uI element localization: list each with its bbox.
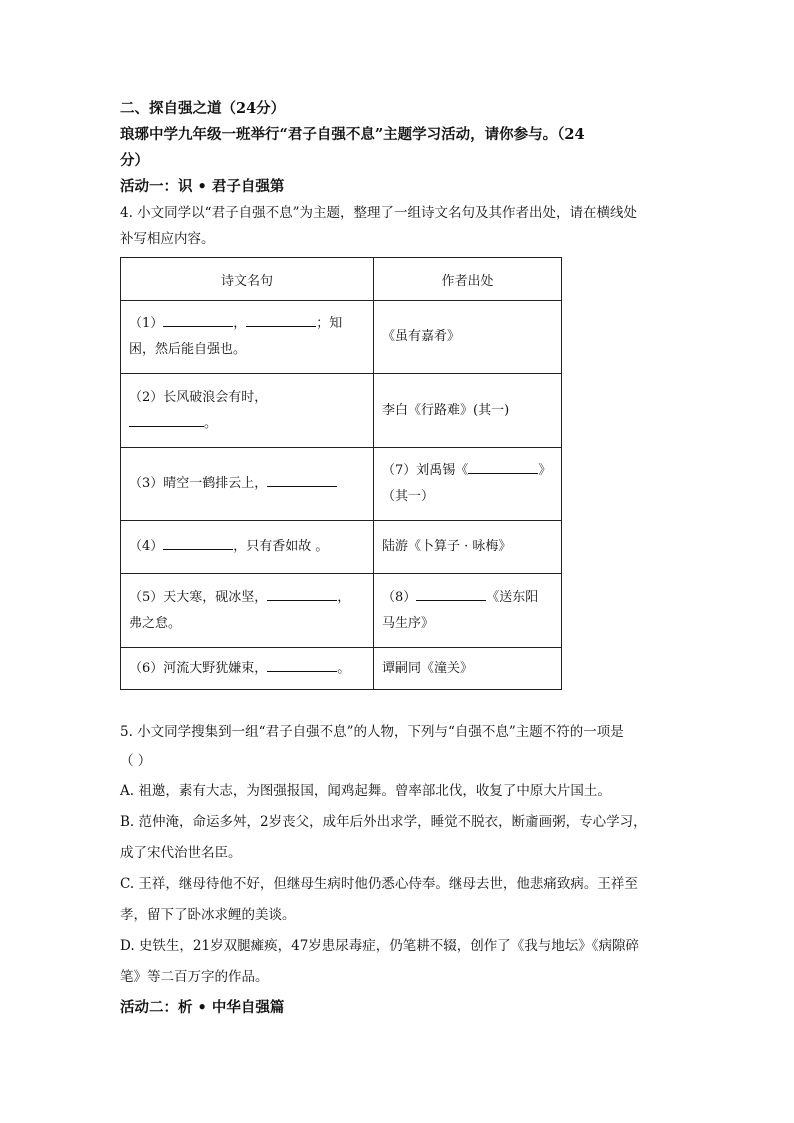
- question-5: [120, 718, 680, 993]
- option-b-line-1[interactable]: B. 范仲淹，命运多舛，2岁丧父，成年后外出求学，睡觉不脱衣，断齑画粥，专心学习，: [120, 814, 647, 830]
- answer-blank[interactable]: [267, 657, 337, 672]
- question-4-line-1: 4. 小文同学以“君子自强不息”为主题，整理了一组诗文名句及其作者出处，请在横线处: [120, 205, 637, 221]
- question-4-line-2: 补写相应内容。: [120, 231, 215, 247]
- header-quote: 诗文名句: [121, 258, 374, 301]
- activity-1-title: 活动一：识 • 君子自强第: [120, 178, 285, 195]
- answer-blank[interactable]: [163, 312, 233, 327]
- table-row: [121, 301, 562, 374]
- answer-blank[interactable]: [129, 412, 204, 427]
- answer-blank[interactable]: [163, 535, 233, 550]
- answer-blank[interactable]: [416, 586, 486, 601]
- intro-line-2: 分）: [120, 152, 149, 169]
- quote-cell-5: （5）天大寒，砚冰坚， ， 弗之怠。: [121, 574, 374, 648]
- quote-cell-3: （3）晴空一鹤排云上，: [121, 448, 374, 521]
- section-title: 二、探自强之道（24分）: [120, 100, 286, 117]
- answer-blank[interactable]: [246, 312, 316, 327]
- question-5-line-1: 5. 小文同学搜集到一组“君子自强不息”的人物，下列与“自强不息”主题不符的一项是: [120, 724, 624, 740]
- option-c-line-1[interactable]: C. 王祥，继母待他不好，但继母生病时他仍悉心侍奉。继母去世，他悲痛致病。王祥至: [120, 876, 638, 892]
- table-row: [121, 448, 562, 521]
- source-cell-4: 陆游《卜算子 · 咏梅》: [374, 521, 562, 574]
- option-d-line-1[interactable]: D. 史铁生，21岁双腿瘫痪，47岁患尿毒症，仍笔耕不辍，创作了《我与地坛》《病隙碎: [120, 938, 640, 954]
- table-row: [121, 521, 562, 574]
- source-cell-1: 《虽有嘉肴》: [374, 301, 562, 374]
- table-row: [121, 648, 562, 690]
- table-header-row: [121, 258, 562, 301]
- answer-blank[interactable]: [468, 459, 538, 474]
- answer-paren[interactable]: （ ）: [120, 753, 152, 769]
- table-row: [121, 574, 562, 648]
- source-cell-5: （8） 《送东阳 马生序》: [374, 574, 562, 648]
- intro-line-1: 琅琊中学九年级一班举行“君子自强不息”主题学习活动，请你参与。（24: [120, 126, 585, 143]
- header-source: 作者出处: [374, 258, 562, 301]
- worksheet-page: [120, 96, 680, 1023]
- quote-cell-1: （1） ， ；知 困，然后能自强也。: [121, 301, 374, 374]
- source-cell-2: 李白《行路难》(其一): [374, 374, 562, 448]
- option-b-line-2[interactable]: 成了宋代治世名臣。: [120, 845, 242, 861]
- source-cell-3: （7）刘禹锡《 》 （其一）: [374, 448, 562, 521]
- quote-cell-2: （2）长风破浪会有时， 。: [121, 374, 374, 448]
- quote-cell-4: （4） ，只有香如故 。: [121, 521, 374, 574]
- source-cell-6: 谭嗣同《潼关》: [374, 648, 562, 690]
- poem-table: [120, 257, 562, 690]
- quote-cell-6: （6）河流大野犹嫌束， 。: [121, 648, 374, 690]
- activity-2-title: 活动二：析 • 中华自强篇: [120, 999, 285, 1016]
- option-c-line-2[interactable]: 孝，留下了卧冰求鲤的美谈。: [120, 907, 296, 923]
- table-row: [121, 374, 562, 448]
- option-d-line-2[interactable]: 笔》等二百万字的作品。: [120, 969, 269, 985]
- option-a[interactable]: A. 祖邀，素有大志，为图强报国，闻鸡起舞。曾率部北伐，收复了中原大片国土。: [120, 783, 611, 799]
- answer-blank[interactable]: [267, 472, 337, 487]
- answer-blank[interactable]: [267, 586, 337, 601]
